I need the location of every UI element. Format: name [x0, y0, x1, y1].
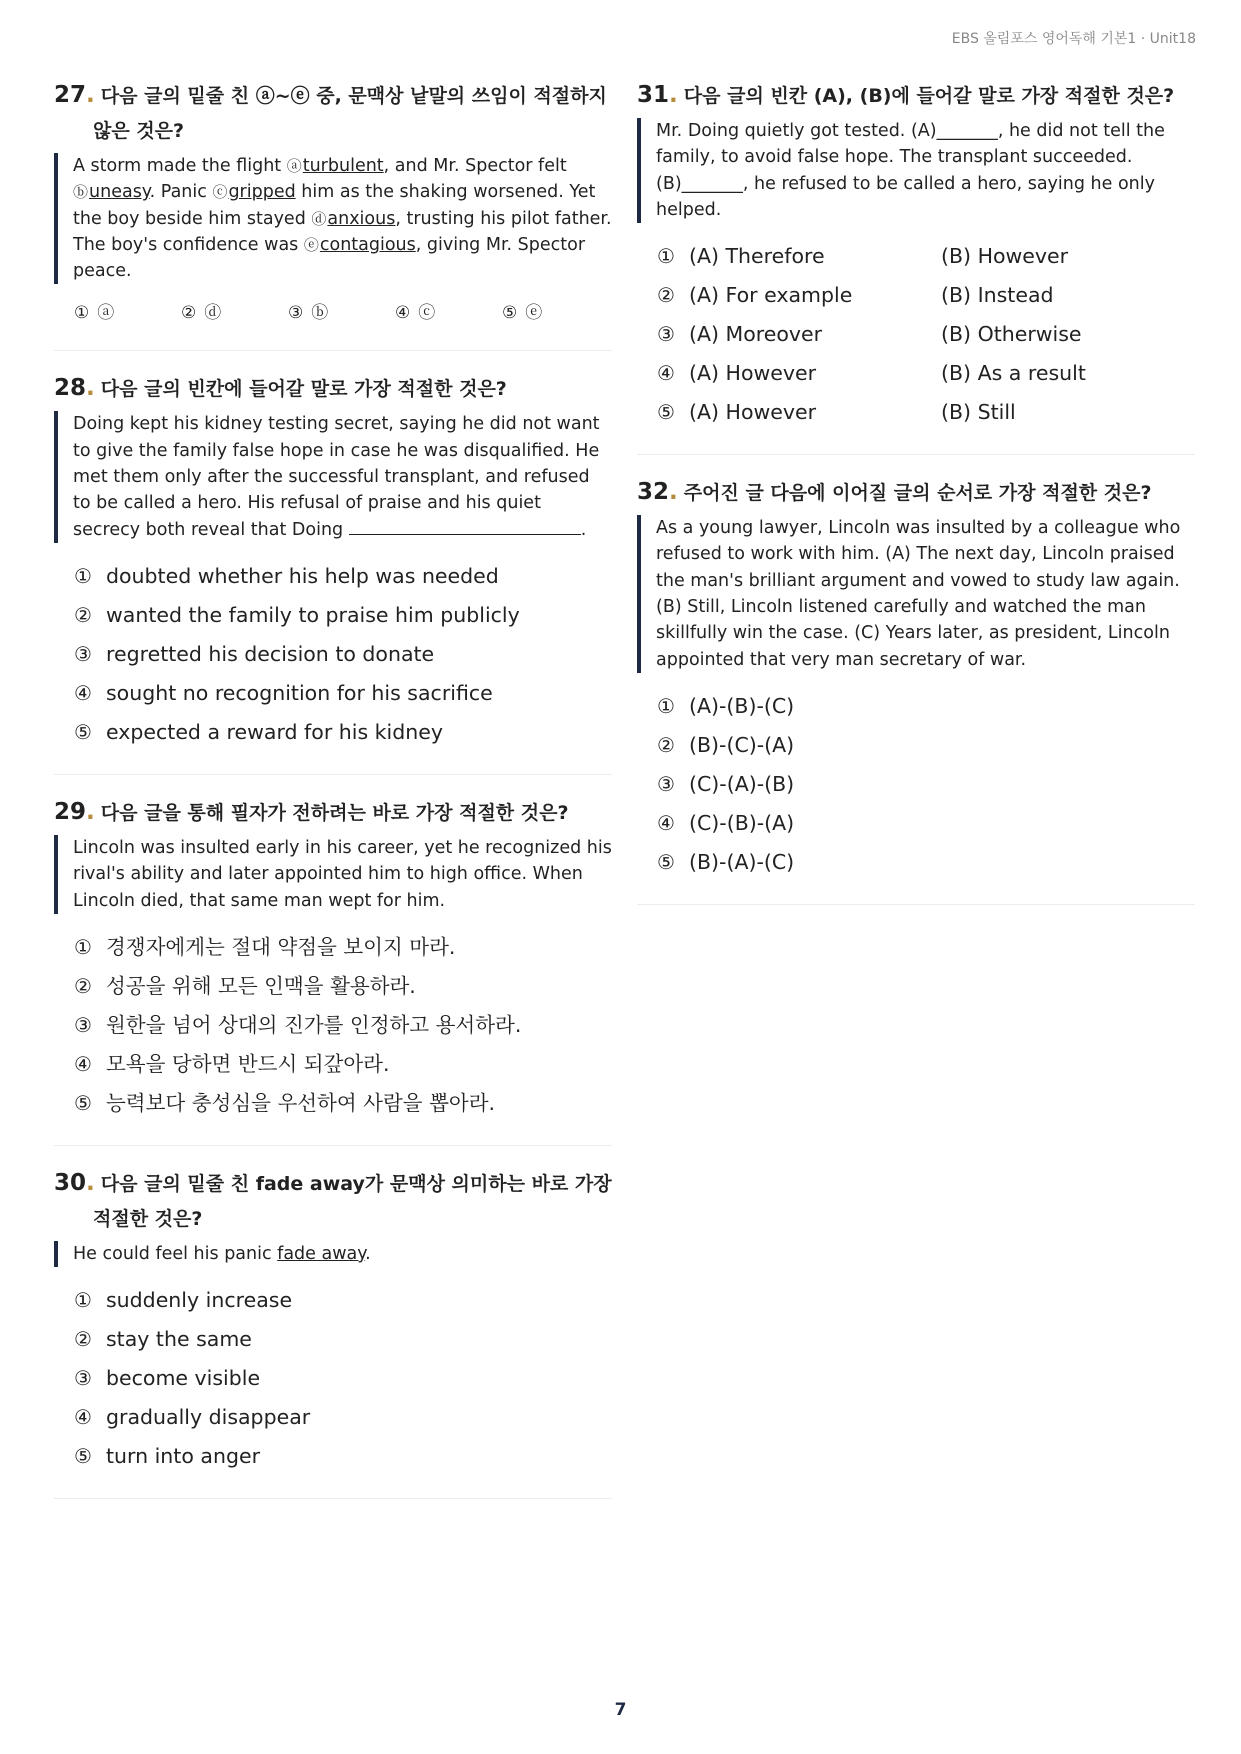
question-title — [54, 795, 612, 831]
answer-option-4[interactable] — [74, 674, 612, 713]
question-31 — [637, 78, 1195, 455]
answer-option-1[interactable] — [657, 687, 1195, 726]
option-choice-b: (B) Still — [941, 400, 1016, 425]
option-choice-a: (A) Moreover — [689, 322, 823, 347]
option-number: ① — [657, 693, 675, 718]
option-number: ④ — [657, 810, 675, 835]
option-choice-b: (B) However — [941, 244, 1069, 269]
answer-option-5[interactable] — [74, 1084, 612, 1123]
option-text: suddenly increase — [106, 1288, 293, 1313]
answer-option-4[interactable] — [657, 354, 1195, 393]
answer-options — [637, 687, 1195, 882]
question-title — [54, 1166, 612, 1237]
answer-option-1[interactable] — [74, 1281, 612, 1320]
answer-option-3[interactable] — [74, 1359, 612, 1398]
number-dot: . — [669, 82, 678, 108]
passage — [637, 118, 1195, 223]
answer-option-4[interactable] — [657, 804, 1195, 843]
question-prompt: 다음 글의 밑줄 친 fade away가 문맥상 의미하는 바로 가장 적절한 것은? — [93, 1172, 612, 1230]
page-header: EBS 올림포스 영어독해 기본1 · Unit18 — [951, 31, 1196, 47]
answer-options — [54, 298, 612, 328]
answer-option-3[interactable] — [288, 298, 395, 328]
option-number: ④ — [395, 303, 411, 324]
answer-blank — [349, 517, 581, 535]
option-number: ⑤ — [657, 849, 675, 874]
passage-text: Mr. Doing quietly got tested. (A) — [656, 121, 937, 141]
number-dot: . — [86, 1169, 95, 1196]
question-28 — [54, 371, 612, 774]
option-number: ① — [74, 1288, 92, 1313]
answer-blank-a: _______ — [936, 121, 998, 141]
option-number: ④ — [74, 680, 92, 705]
passage: As a young lawyer, Lincoln was insulted by a colleague who refused to work with him. (A) The next day, Lincoln praised the man's brilliant argument and vowed to study law again. (B) Still, Lincoln listened carefully and watched the man skillfully win the case. (C) Years later, as president, Lincoln appointed that very man secretary of war. — [637, 515, 1195, 673]
option-text: regretted his decision to donate — [106, 641, 435, 666]
underlined-word: turbulent — [302, 156, 384, 176]
passage-text: , giving Mr. Spector peace. — [73, 234, 586, 282]
marker-c: ⓒ — [212, 183, 228, 202]
right-column — [637, 78, 1195, 925]
option-number: ③ — [657, 771, 675, 796]
question-number: 32 — [637, 479, 670, 506]
question-number: 29 — [54, 798, 87, 825]
option-number: ③ — [74, 1366, 92, 1391]
option-number: ③ — [74, 641, 92, 666]
option-text: (B)-(A)-(C) — [689, 849, 795, 874]
question-30 — [54, 1166, 612, 1499]
option-number: ⑤ — [657, 400, 675, 425]
option-number: ③ — [288, 303, 304, 324]
answer-option-2[interactable] — [74, 596, 612, 635]
option-text: stay the same — [106, 1327, 252, 1352]
option-number: ② — [657, 732, 675, 757]
option-number: ① — [74, 934, 92, 959]
option-choice-a: (A) Therefore — [689, 244, 825, 269]
option-text: ⓓ — [204, 303, 222, 324]
option-number: ② — [181, 303, 197, 324]
underlined-word: uneasy — [89, 182, 150, 203]
answer-option-4[interactable] — [74, 1045, 612, 1084]
option-text: gradually disappear — [106, 1405, 311, 1430]
passage-text: , and Mr. Spector felt — [383, 156, 567, 176]
answer-option-1[interactable] — [74, 928, 612, 967]
page-number: 7 — [614, 1700, 627, 1720]
option-number: ① — [74, 303, 90, 324]
answer-options — [54, 928, 612, 1123]
answer-option-3[interactable] — [657, 765, 1195, 804]
answer-blank-b: _______ — [681, 173, 743, 194]
option-number: ④ — [74, 1051, 92, 1076]
passage — [54, 411, 612, 542]
option-number: ② — [74, 973, 92, 998]
marker-a: ⓐ — [286, 157, 302, 175]
option-number: ③ — [74, 1012, 92, 1037]
answer-option-3[interactable] — [74, 635, 612, 674]
question-prompt: 다음 글의 밑줄 친 ⓐ~ⓔ 중, 문맥상 낱말의 쓰임이 적절하지 않은 것은? — [93, 85, 607, 142]
option-text: 성공을 위해 모든 인맥을 활용하라. — [106, 973, 416, 998]
answer-option-4[interactable] — [74, 1398, 612, 1437]
passage — [54, 1241, 612, 1267]
underlined-word: gripped — [228, 182, 296, 203]
answer-option-3[interactable] — [657, 315, 1195, 354]
option-text: ⓒ — [418, 303, 436, 324]
question-number: 31 — [637, 82, 670, 108]
answer-option-2[interactable] — [74, 967, 612, 1006]
option-number: ② — [657, 283, 675, 308]
question-prompt: 다음 글을 통해 필자가 전하려는 바로 가장 적절한 것은? — [100, 801, 569, 824]
question-title — [54, 371, 612, 407]
passage-text: . — [580, 519, 587, 540]
answer-option-2[interactable] — [74, 1320, 612, 1359]
answer-option-5[interactable] — [74, 1437, 612, 1476]
answer-option-1[interactable] — [74, 557, 612, 596]
option-text: expected a reward for his kidney — [106, 719, 443, 744]
option-choice-a: (A) However — [689, 400, 817, 425]
option-choice-b: (B) Instead — [941, 283, 1054, 308]
option-text: ⓑ — [311, 303, 329, 324]
passage-text: , trusting his pilot father. The boy's confidence was — [73, 208, 612, 255]
underlined-word: anxious — [327, 208, 396, 229]
passage-text: , he refused to be called a hero, saying he only helped. — [656, 173, 1155, 220]
passage — [54, 153, 612, 284]
question-prompt: 주어진 글 다음에 이어질 글의 순서로 가장 적절한 것은? — [683, 482, 1152, 505]
option-number: ⑤ — [74, 1444, 92, 1469]
question-number: 27 — [54, 82, 87, 108]
question-number: 30 — [54, 1169, 87, 1196]
option-text: ⓔ — [525, 303, 543, 324]
marker-b: ⓑ — [73, 183, 89, 202]
passage-text: , he did not tell the family, to avoid false hope. The transplant succeeded. (B) — [656, 121, 1165, 194]
left-column — [54, 78, 612, 1519]
passage: Lincoln was insulted early in his career, yet he recognized his rival's ability and later appointed him to high office. When Lincoln died, that same man wept for him. — [54, 835, 612, 914]
number-dot: . — [669, 479, 678, 506]
answer-option-1[interactable] — [657, 237, 1195, 276]
question-title — [54, 78, 612, 149]
question-prompt: 다음 글의 빈칸 (A), (B)에 들어갈 말로 가장 적절한 것은? — [683, 85, 1175, 107]
option-text: 모욕을 당하면 반드시 되갚아라. — [106, 1051, 390, 1076]
option-text: (B)-(C)-(A) — [689, 732, 795, 757]
number-dot: . — [86, 82, 95, 108]
answer-options — [637, 237, 1195, 432]
passage-text: . Panic — [149, 182, 213, 203]
marker-e: ⓔ — [303, 235, 319, 254]
number-dot: . — [86, 798, 95, 825]
option-choice-a: (A) For example — [689, 283, 853, 308]
answer-option-3[interactable] — [74, 1006, 612, 1045]
answer-option-1[interactable] — [74, 298, 181, 328]
answer-option-5[interactable] — [657, 393, 1195, 432]
option-number: ④ — [657, 361, 675, 386]
option-text: doubted whether his help was needed — [106, 563, 499, 588]
option-number: ② — [74, 602, 92, 627]
answer-option-5[interactable] — [657, 843, 1195, 882]
option-text: wanted the family to praise him publicly — [106, 602, 520, 627]
question-32 — [637, 475, 1195, 905]
question-number: 28 — [54, 375, 87, 402]
question-29 — [54, 795, 612, 1146]
option-choice-a: (A) However — [689, 361, 817, 386]
option-number: ③ — [657, 322, 675, 347]
marker-d: ⓓ — [311, 209, 327, 228]
option-text: sought no recognition for his sacrifice — [106, 680, 493, 705]
answer-option-2[interactable] — [657, 726, 1195, 765]
answer-options — [54, 1281, 612, 1476]
number-dot: . — [86, 375, 95, 402]
underlined-word: contagious — [319, 234, 416, 255]
passage-text: him as the shaking worsened. Yet the boy beside him stayed — [73, 182, 596, 229]
option-text: (C)-(B)-(A) — [689, 810, 795, 835]
option-number: ⑤ — [74, 1090, 92, 1115]
option-number: ④ — [74, 1405, 92, 1430]
option-text: 경쟁자에게는 절대 약점을 보이지 마라. — [106, 934, 456, 959]
passage-text: . — [365, 1243, 371, 1264]
answer-option-5[interactable] — [502, 298, 609, 328]
answer-option-2[interactable] — [657, 276, 1195, 315]
option-text: 능력보다 충성심을 우선하여 사람을 뽑아라. — [106, 1090, 496, 1115]
answer-option-4[interactable] — [395, 298, 502, 328]
option-choice-b: (B) Otherwise — [941, 322, 1082, 347]
option-choice-b: (B) As a result — [941, 361, 1086, 386]
question-27 — [54, 78, 612, 351]
option-number: ⑤ — [74, 719, 92, 744]
option-text: turn into anger — [106, 1444, 261, 1469]
answer-options — [54, 557, 612, 752]
option-text: ⓐ — [97, 303, 115, 324]
question-title — [637, 78, 1195, 114]
option-number: ② — [74, 1327, 92, 1352]
underlined-phrase: fade away — [277, 1243, 366, 1264]
passage-text: Doing kept his kidney testing secret, saying he did not want to give the family false hope in case he was disqualified. He met them only after the successful transplant, and refused to be called a hero. His refusal of praise and his quiet secrecy both reveal that Doing — [73, 414, 600, 540]
answer-option-2[interactable] — [181, 298, 288, 328]
passage-text: A storm made the flight — [73, 156, 287, 176]
option-text: become visible — [106, 1366, 261, 1391]
question-prompt: 다음 글의 빈칸에 들어갈 말로 가장 적절한 것은? — [100, 378, 507, 401]
option-number: ⑤ — [502, 303, 518, 324]
option-number: ① — [74, 563, 92, 588]
option-text: (A)-(B)-(C) — [689, 693, 795, 718]
option-number: ① — [657, 244, 675, 269]
question-title — [637, 475, 1195, 511]
answer-option-5[interactable] — [74, 713, 612, 752]
option-text: (C)-(A)-(B) — [689, 771, 795, 796]
option-text: 원한을 넘어 상대의 진가를 인정하고 용서하라. — [106, 1012, 522, 1037]
passage-text: He could feel his panic — [73, 1243, 278, 1264]
